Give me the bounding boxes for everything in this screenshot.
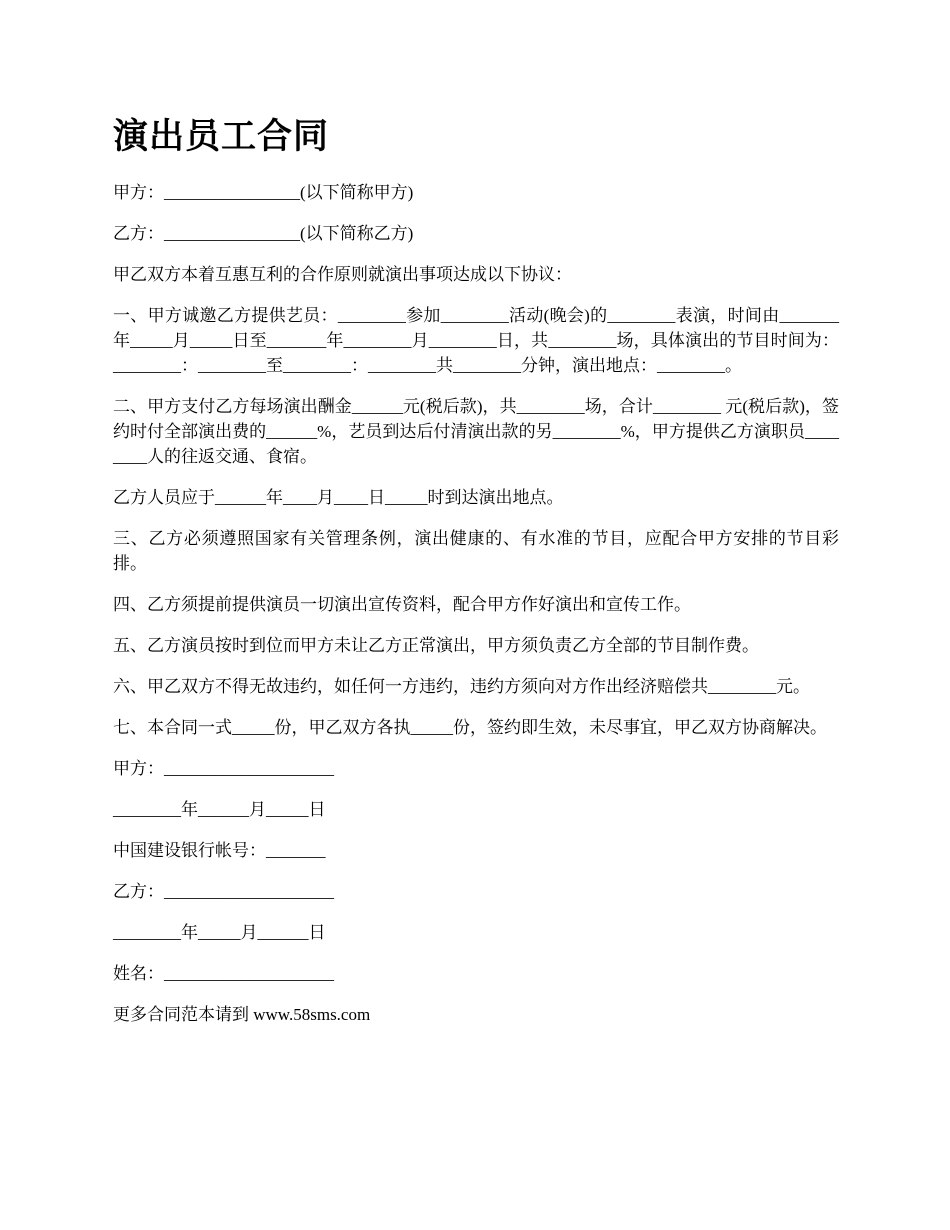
clause-2: 二、甲方支付乙方每场演出酬金______元(税后款)，共________场，合计________ 元(税后款)，签约时付全部演出费的______%，艺员到达后付清演出款的另________%，甲方提供乙方演职员________人的往返交通、食宿。 <box>113 397 839 466</box>
party-a-line: 甲方：________________(以下简称甲方) <box>113 183 414 202</box>
party-b-date: ________年_____月______日 <box>113 923 326 942</box>
clause-7: 七、本合同一式_____份，甲乙双方各执_____份，签约即生效，未尽事宜，甲乙双方协商解决。 <box>113 718 827 737</box>
clause-5: 五、乙方演员按时到位而甲方未让乙方正常演出，甲方须负责乙方全部的节目制作费。 <box>113 636 759 655</box>
clause-1: 一、甲方诚邀乙方提供艺员：________参加________活动(晚会)的________表演，时间由_______年_____月_____日至_______年________月________日，共________场，具体演出的节目时间为：________：________至________：________共________分钟，演出地点：________。 <box>113 306 839 375</box>
clause-4: 四、乙方须提前提供演员一切演出宣传资料，配合甲方作好演出和宣传工作。 <box>113 595 691 614</box>
party-a-date: ________年______月_____日 <box>113 800 326 819</box>
name-line: 姓名：____________________ <box>113 964 334 983</box>
document-title: 演出员工合同 <box>113 117 330 156</box>
party-b-signature: 乙方：____________________ <box>113 882 334 901</box>
clause-6: 六、甲乙双方不得无故违约，如任何一方违约，违约方须向对方作出经济赔偿共________元。 <box>113 677 810 696</box>
party-a-signature: 甲方：____________________ <box>113 759 334 778</box>
agreement-intro: 甲乙双方本着互惠互利的合作原则就演出事项达成以下协议： <box>113 265 572 284</box>
clause-3: 三、乙方必须遵照国家有关管理条例，演出健康的、有水准的节目，应配合甲方安排的节目彩排。 <box>113 529 839 573</box>
arrival-time-line: 乙方人员应于______年____月____日_____时到达演出地点。 <box>113 488 564 507</box>
party-b-line: 乙方：________________(以下简称乙方) <box>113 224 414 243</box>
footer-more-templates: 更多合同范本请到 www.58sms.com <box>113 1005 371 1024</box>
bank-account-line: 中国建设银行帐号：_______ <box>113 841 326 860</box>
contract-document <box>113 112 839 1043</box>
